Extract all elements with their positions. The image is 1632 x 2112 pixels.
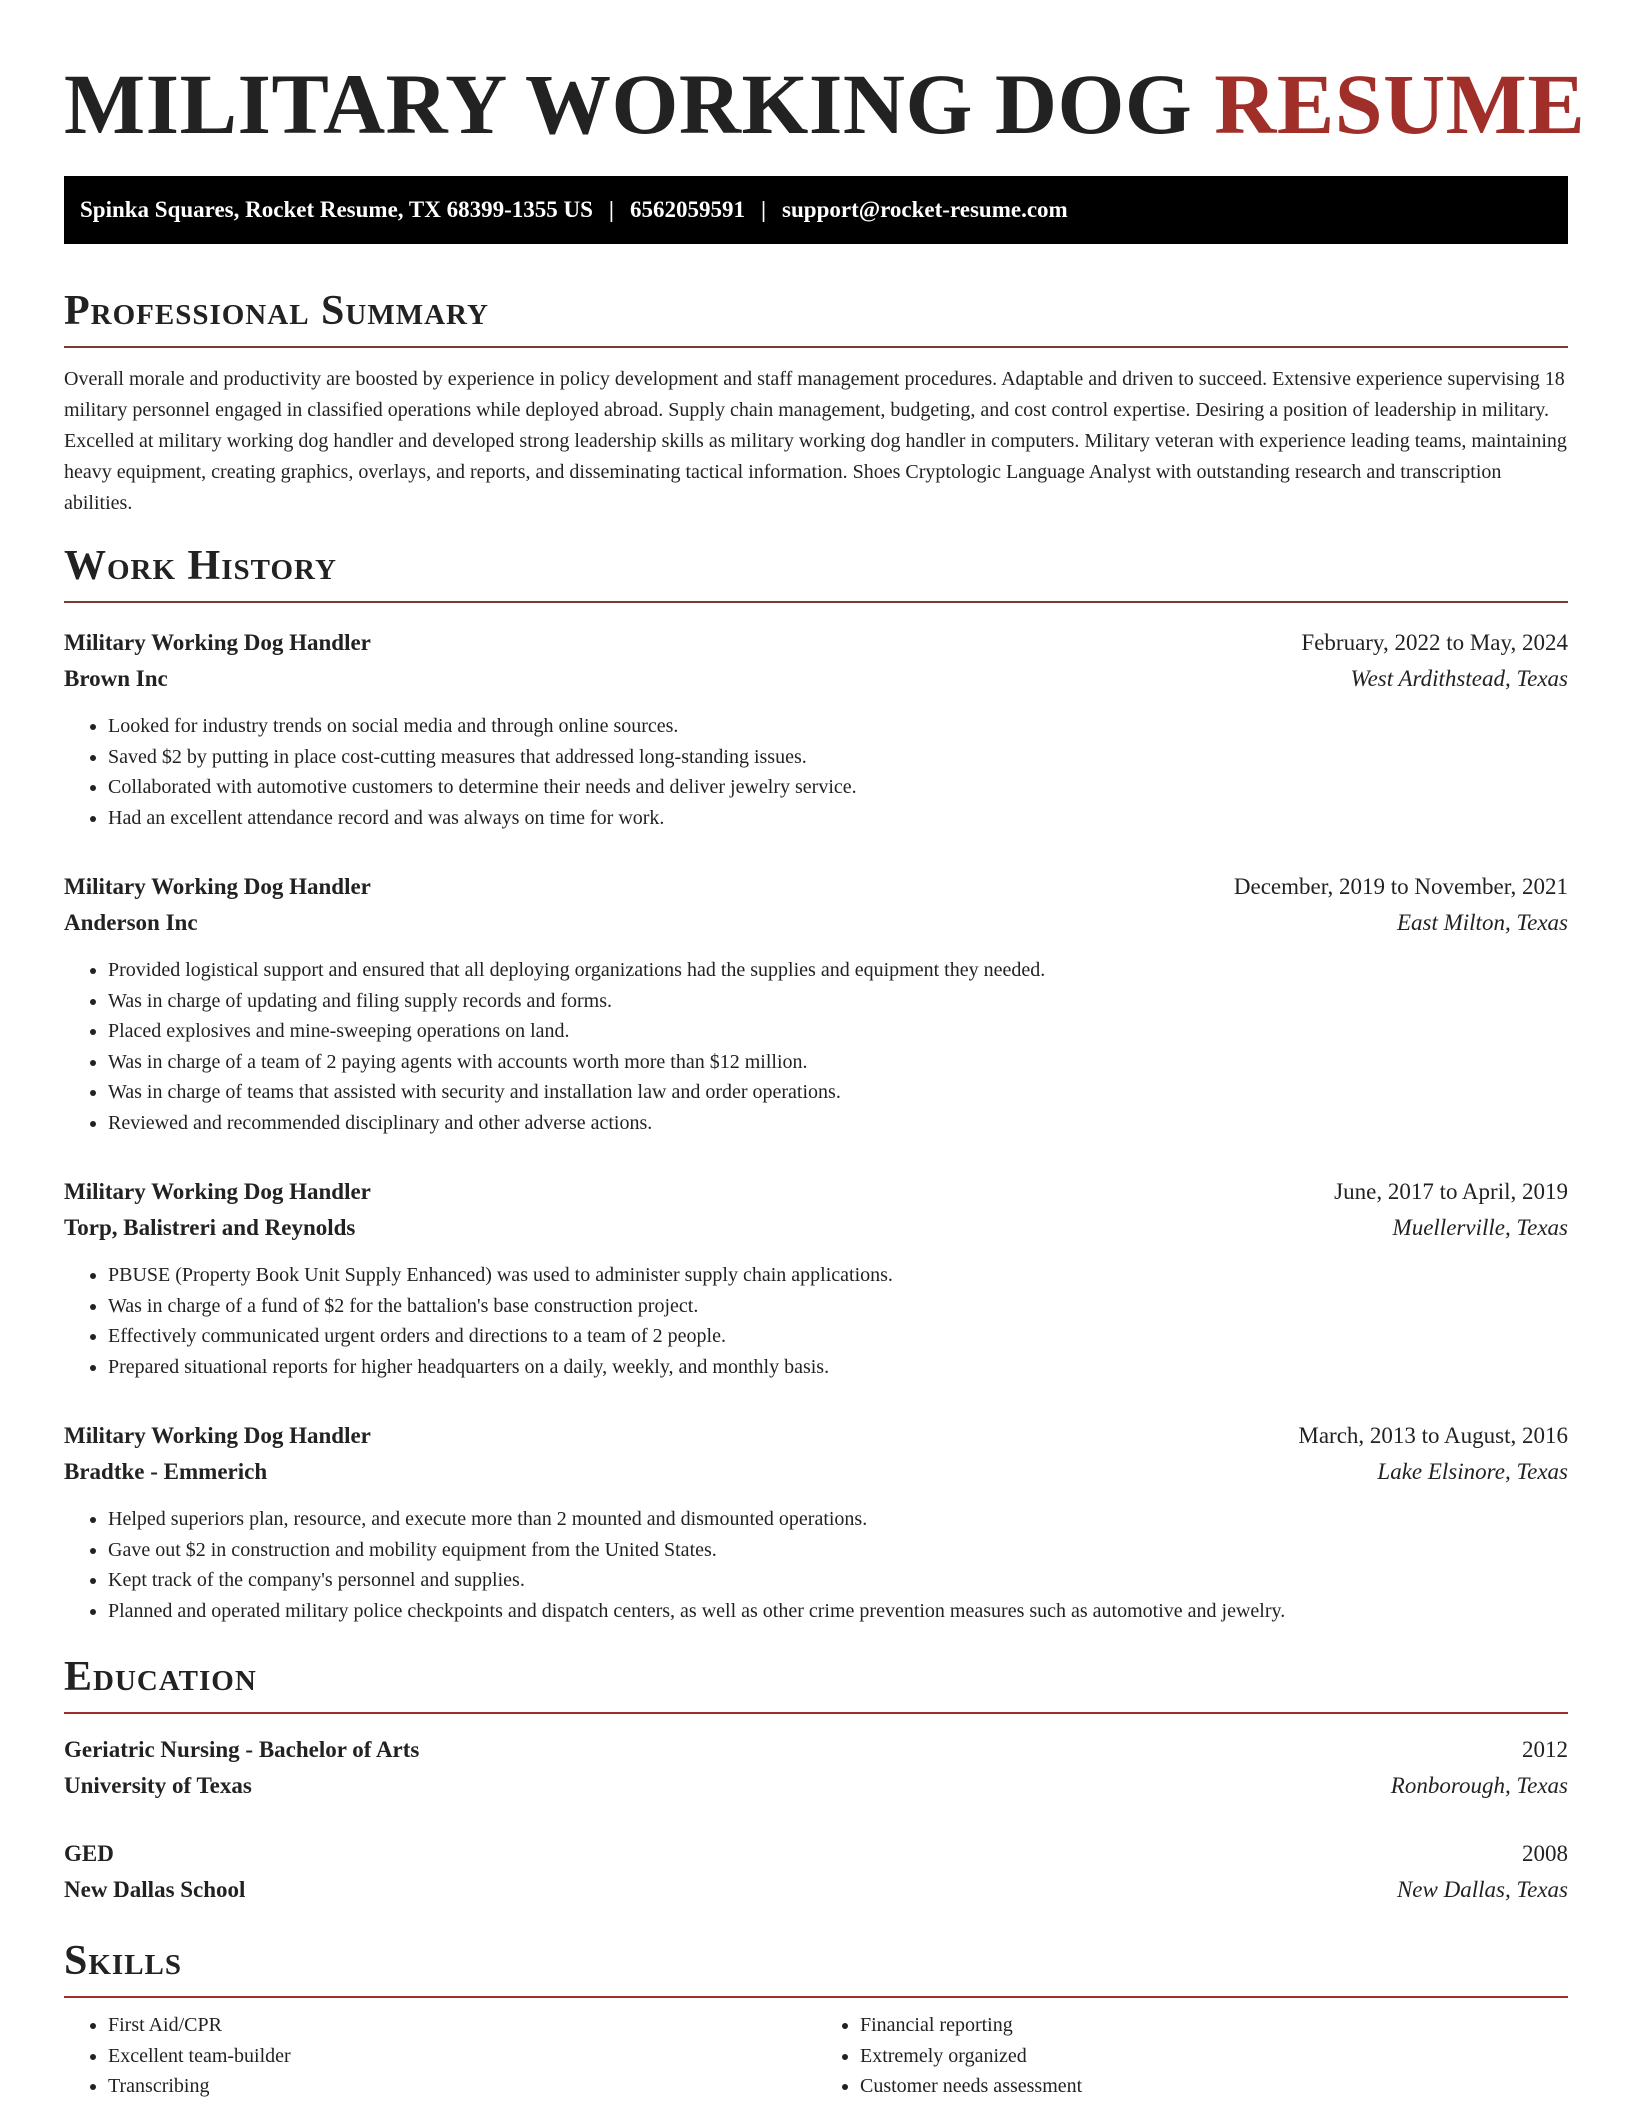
list-item: • Transcribing <box>108 2071 816 2102</box>
list-item: • Prepared situational reports for higher headquarters on a daily, weekly, and monthly basis. <box>108 1352 1568 1383</box>
list-item: • Kept track of the company's personnel and supplies. <box>108 1565 1568 1596</box>
job-company: Brown Inc <box>64 666 168 691</box>
list-item: • Reviewed and recommended disciplinary and other adverse actions. <box>108 1108 1568 1139</box>
list-item: • Helped superiors plan, resource, and execute more than 2 mounted and dismounted operations. <box>108 1504 1568 1535</box>
list-item: • First Aid/CPR <box>108 2010 816 2041</box>
job-company: Anderson Inc <box>64 910 198 935</box>
list-item: • Excellent team-builder <box>108 2041 816 2072</box>
list-item: • Had an excellent attendance record and was always on time for work. <box>108 803 1568 834</box>
school-location: New Dallas, Texas <box>1396 1877 1568 1902</box>
education-section <box>64 1654 1568 1908</box>
list-item: • Saved $2 by putting in place cost-cutting measures that addressed long-standing issues. <box>108 742 1568 773</box>
job-entry <box>64 869 1568 1138</box>
list-item: • Financial reporting <box>860 2010 1568 2041</box>
job-bullets <box>64 1504 1568 1626</box>
job-company: Torp, Balistreri and Reynolds <box>64 1215 356 1240</box>
summary-section <box>64 288 1568 519</box>
contact-email[interactable]: support@rocket-resume.com <box>782 197 1068 222</box>
job-dates: March, 2013 to August, 2016 <box>1298 1423 1568 1448</box>
list-item: • Gave out $2 in construction and mobility equipment from the United States. <box>108 1535 1568 1566</box>
education-entry <box>64 1732 1568 1804</box>
title-accent: RESUME <box>1214 56 1586 152</box>
contact-separator: | <box>608 197 614 222</box>
list-item: • Was in charge of updating and filing supply records and forms. <box>108 986 1568 1017</box>
job-title: Military Working Dog Handler <box>64 630 371 655</box>
job-title: Military Working Dog Handler <box>64 1179 371 1204</box>
job-company: Bradtke - Emmerich <box>64 1459 268 1484</box>
skills-column-left <box>64 2010 816 2102</box>
graduation-year: 2008 <box>1522 1841 1568 1866</box>
job-bullets <box>64 711 1568 833</box>
education-entry <box>64 1836 1568 1908</box>
school-name: University of Texas <box>64 1773 252 1798</box>
list-item: • Placed explosives and mine-sweeping operations on land. <box>108 1016 1568 1047</box>
job-dates: February, 2022 to May, 2024 <box>1301 630 1568 655</box>
work-history-section <box>64 543 1568 1626</box>
contact-separator: | <box>760 197 767 222</box>
list-item: • Extremely organized <box>860 2041 1568 2072</box>
skills-section <box>64 1938 1568 2102</box>
section-heading: Skills <box>64 1938 1568 1998</box>
job-dates: December, 2019 to November, 2021 <box>1233 874 1568 899</box>
skills-column-right <box>816 2010 1568 2102</box>
list-item: • Effectively communicated urgent orders and directions to a team of 2 people. <box>108 1321 1568 1352</box>
school-name: New Dallas School <box>64 1877 246 1902</box>
list-item: • Was in charge of teams that assisted with security and installation law and order operations. <box>108 1077 1568 1108</box>
contact-address: Spinka Squares, Rocket Resume, TX 68399-1355 US <box>80 197 593 222</box>
contact-phone: 6562059591 <box>629 197 745 222</box>
degree: GED <box>64 1841 114 1866</box>
list-item: • Planned and operated military police checkpoints and dispatch centers, as well as other crime prevention measures such as automotive and jewelry. <box>108 1596 1568 1627</box>
job-bullets <box>64 955 1568 1138</box>
job-title: Military Working Dog Handler <box>64 1423 371 1448</box>
job-location: Lake Elsinore, Texas <box>1377 1459 1568 1484</box>
job-entry <box>64 625 1568 833</box>
summary-text: Overall morale and productivity are boosted by experience in policy development and staff management procedures. Adaptable and driven to succeed. Extensive experience supervising 18 military personnel engaged in classified operations while deployed abroad. Supply chain management, budgeting, and cost control expertise. Desiring a position of leadership in military. Excelled at military working dog handler and developed strong leadership skills as military working dog handler in computers. Military veteran with experience leading teams, maintaining heavy equipment, creating graphics, overlays, and reports, and disseminating tactical information. Shoes Cryptologic Language Analyst with outstanding research and transcription abilities. <box>64 368 1567 514</box>
list-item: • Was in charge of a team of 2 paying agents with accounts worth more than $12 million. <box>108 1047 1568 1078</box>
skills-list <box>64 2010 1568 2102</box>
title-main: MILITARY WORKING DOG <box>64 56 1193 152</box>
section-heading: Education <box>64 1654 1568 1714</box>
section-heading: Professional Summary <box>64 288 1568 348</box>
job-entry <box>64 1174 1568 1382</box>
resume-title <box>64 56 1586 176</box>
school-location: Ronborough, Texas <box>1390 1773 1568 1798</box>
list-item: • Was in charge of a fund of $2 for the battalion's base construction project. <box>108 1291 1568 1322</box>
job-dates: June, 2017 to April, 2019 <box>1334 1179 1568 1204</box>
contact-bar <box>64 176 1568 244</box>
job-location: East Milton, Texas <box>1396 910 1568 935</box>
list-item: • Provided logistical support and ensured that all deploying organizations had the supplies and equipment they needed. <box>108 955 1568 986</box>
job-bullets <box>64 1260 1568 1382</box>
list-item: • Customer needs assessment <box>860 2071 1568 2102</box>
job-location: West Ardithstead, Texas <box>1350 666 1568 691</box>
list-item: • Collaborated with automotive customers to determine their needs and deliver jewelry service. <box>108 772 1568 803</box>
job-location: Muellerville, Texas <box>1392 1215 1568 1240</box>
job-title: Military Working Dog Handler <box>64 874 371 899</box>
job-entry <box>64 1418 1568 1626</box>
list-item: • Looked for industry trends on social media and through online sources. <box>108 711 1568 742</box>
degree: Geriatric Nursing - Bachelor of Arts <box>64 1737 420 1762</box>
section-heading: Work History <box>64 543 1568 603</box>
graduation-year: 2012 <box>1522 1737 1568 1762</box>
list-item: • PBUSE (Property Book Unit Supply Enhanced) was used to administer supply chain applications. <box>108 1260 1568 1291</box>
